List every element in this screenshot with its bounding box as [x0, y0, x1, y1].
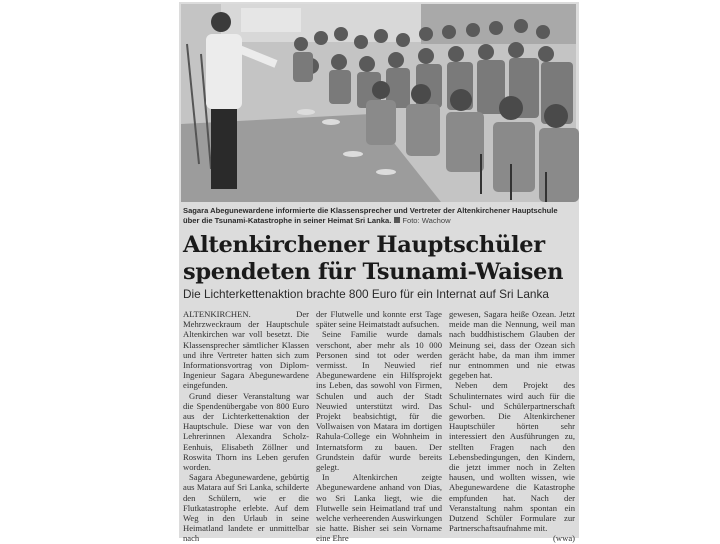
author-signature: (wwa) [553, 533, 575, 544]
caption-text: Sagara Abegunewardene informierte die Klassensprecher und Vertreter der Altenkirchener Hauptschule über die Tsunami-Katastrophe in seiner Heimat Sri Lanka. [183, 206, 558, 225]
photo-caption [183, 206, 575, 226]
photo-credit: Foto: Wachow [402, 216, 451, 225]
headline [183, 232, 577, 286]
headline-line-2: spendeten für Tsunami-Waisen [183, 259, 564, 285]
paragraph: ALTENKIRCHEN. Der Mehrzweckraum der Hauptschule Altenkirchen war voll besetzt. Die Klassensprecher sämtlicher Klassen und ihre Vertreter hatten sich zum Informationsvortrag von Diplom-Ingenieur Sagara Abegunewardene eingefunden. [183, 309, 309, 391]
newspaper-clipping [179, 2, 579, 544]
paragraph: Neben dem Projekt des Schulinternates wird auch für die Schul- und Schülerpartnerschaft geworben. Die Altenkirchener Hauptschüler hörten sehr interessiert den Ausführungen zu, stellten Fragen nach den Lebensbedingungen, den Kindern, die jetzt immer noch in Zelten hausen, und wollten wissen, wie Abegunewardene die Katastrophe empfunden hat. Nach der Veranstaltung nahm spontan ein Dutzend Schüler Formulare zur Partnerschaftsaufnahme mit. [449, 380, 575, 534]
article-column-3 [449, 309, 575, 544]
article-photo [181, 4, 576, 202]
article-column-2 [316, 309, 442, 544]
headline-line-1: Altenkirchener Hauptschüler [183, 232, 545, 258]
article-column-1 [183, 309, 309, 544]
paragraph: In Altenkirchen zeigte Abegunewardene anhand von Dias, wo Sri Lanka liegt, wie die Flutwelle sein Heimatland traf und welche verheerenden Auswirkungen sie hatte. Bisher sei sein Vorname eine Ehre [316, 472, 442, 544]
paragraph: Seine Familie wurde damals verschont, aber mehr als 10 000 Personen sind tot oder werden vermisst. In Neuwied rief Abegunewardene ein Hilfsprojekt ins Leben, das sowohl von Firmen, Schulen und auch der Stadt Neuwied unterstützt wird. Das Projekt beabsichtigt, für die Vollwaisen von Matara im dortigen Rahula-College ein Wohnheim in Internatsform zu bauen. Der Grundstein dafür wurde bereits gelegt. [316, 329, 442, 473]
paragraph: der Flutwelle und konnte erst Tage später seine Heimatstadt aufsuchen. [316, 309, 442, 330]
classroom-photo-illustration [181, 4, 576, 202]
paragraph: Sagara Abegunewardene, gebürtig aus Matara auf Sri Lanka, schilderte den Schülern, wie er die Flutkatastrophe erlebte. Auf dem Weg in den Urlaub in seine Heimatland landete er unmittelbar nach [183, 472, 309, 544]
caption-bullet-icon [394, 217, 400, 223]
paragraph: gewesen, Sagara heiße Ozean. Jetzt meide man die Nennung, weil man nach buddhistischem Glauben der Meinung sei, dass der Ozean sich gerächt habe, da man ihm immer nur entnommen und nie etwas gegeben hat. [449, 309, 575, 381]
paragraph: Grund dieser Veranstaltung war die Spendenübergabe von 800 Euro aus der Lichterkettenaktion der Hauptschule. Diese war von den Lehrerinnen Alexandra Scholz-Eenhuis, Elisabeth Zöllner und Roswita Thorn ins Leben gerufen worden. [183, 390, 309, 473]
subheadline: Die Lichterkettenaktion brachte 800 Euro für ein Internat auf Sri Lanka [183, 287, 549, 301]
